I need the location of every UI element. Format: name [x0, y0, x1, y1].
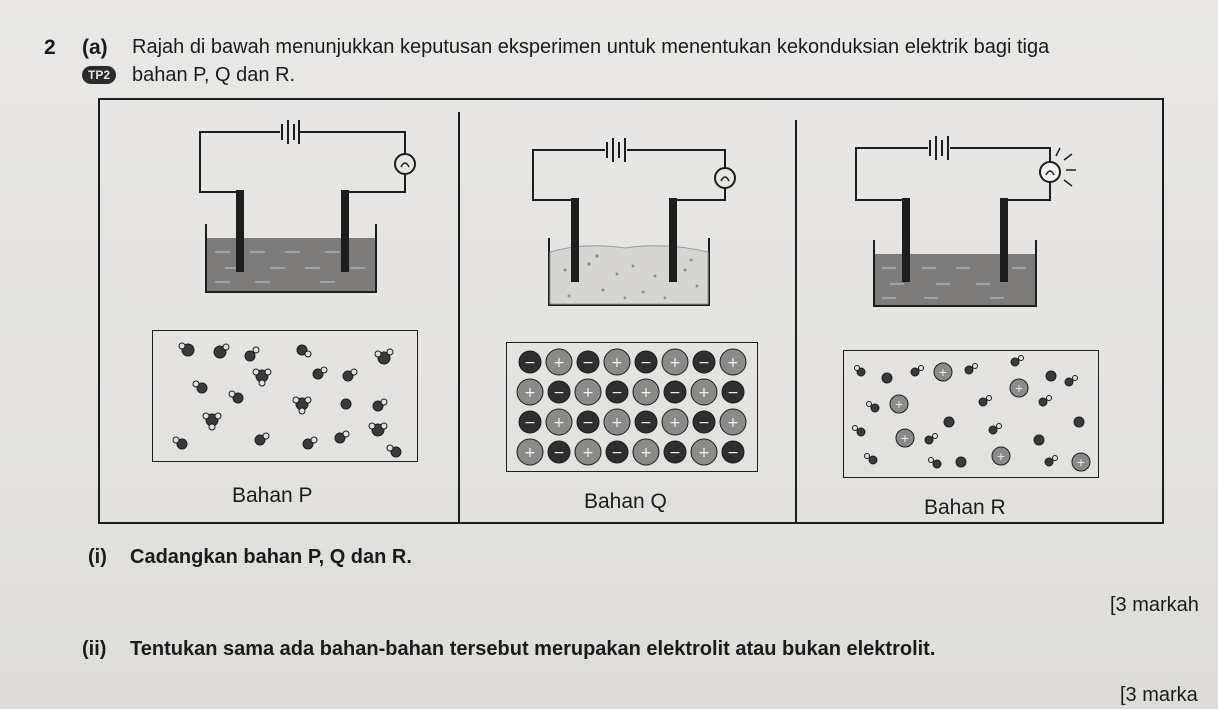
question-line-1: Rajah di bawah menunjukkan keputusan eksperimen untuk menentukan kekonduksian elektrik bagi tiga	[132, 36, 1050, 58]
positive-sign: +	[727, 355, 739, 371]
question-part: (a)	[82, 36, 108, 59]
svg-text:+: +	[1014, 382, 1024, 395]
negative-sign: −	[524, 415, 536, 431]
negative-sign: −	[669, 385, 681, 401]
sub-question-ii-text: Tentukan sama ada bahan-bahan tersebut merupakan elektrolit atau bukan elektrolit.	[130, 638, 936, 660]
positive-sign: +	[611, 415, 623, 431]
negative-sign: −	[669, 445, 681, 461]
tp-level-badge: TP2	[82, 66, 116, 84]
positive-sign: +	[640, 385, 652, 401]
label-bahan-r: Bahan R	[924, 496, 1006, 519]
sub-question-i-number: (i)	[88, 546, 107, 568]
positive-sign: +	[524, 385, 536, 401]
svg-text:+: +	[938, 366, 948, 379]
apparatus-q	[525, 130, 755, 320]
positive-sign: +	[727, 415, 739, 431]
svg-text:+: +	[894, 398, 904, 411]
negative-sign: −	[640, 355, 652, 371]
sub-question-i-marks: [3 markah	[1110, 594, 1199, 616]
apparatus-r	[840, 130, 1100, 320]
ions-molecules-r	[843, 350, 1099, 478]
positive-sign: +	[669, 355, 681, 371]
negative-sign: −	[698, 415, 710, 431]
panel-divider-2	[795, 120, 797, 524]
sub-question-i-text: Cadangkan bahan P, Q dan R.	[130, 546, 412, 568]
label-bahan-q: Bahan Q	[584, 490, 667, 513]
positive-sign: +	[640, 445, 652, 461]
negative-sign: −	[553, 445, 565, 461]
positive-sign: +	[553, 415, 565, 431]
negative-sign: −	[611, 445, 623, 461]
negative-sign: −	[524, 355, 536, 371]
negative-sign: −	[640, 415, 652, 431]
negative-sign: −	[582, 355, 594, 371]
label-bahan-p: Bahan P	[232, 484, 313, 507]
apparatus-p	[180, 112, 420, 302]
negative-sign: −	[727, 445, 739, 461]
positive-sign: +	[698, 445, 710, 461]
svg-text:+: +	[900, 432, 910, 445]
positive-sign: +	[553, 355, 565, 371]
positive-sign: +	[524, 445, 536, 461]
sub-question-ii-number: (ii)	[82, 638, 107, 660]
negative-sign: −	[553, 385, 565, 401]
sub-question-ii-marks: [3 marka	[1120, 684, 1198, 706]
positive-sign: +	[582, 445, 594, 461]
positive-sign: +	[611, 355, 623, 371]
question-number: 2	[44, 36, 56, 59]
positive-sign: +	[582, 385, 594, 401]
negative-sign: −	[582, 415, 594, 431]
negative-sign: −	[727, 385, 739, 401]
svg-text:+: +	[996, 450, 1006, 463]
svg-text:+: +	[1076, 456, 1086, 469]
panel-divider-1	[458, 112, 460, 524]
molecules-p	[152, 330, 418, 462]
positive-sign: +	[669, 415, 681, 431]
negative-sign: −	[698, 355, 710, 371]
ion-lattice-q	[506, 342, 758, 472]
question-line-2: bahan P, Q dan R.	[132, 64, 296, 86]
negative-sign: −	[611, 385, 623, 401]
positive-sign: +	[698, 385, 710, 401]
